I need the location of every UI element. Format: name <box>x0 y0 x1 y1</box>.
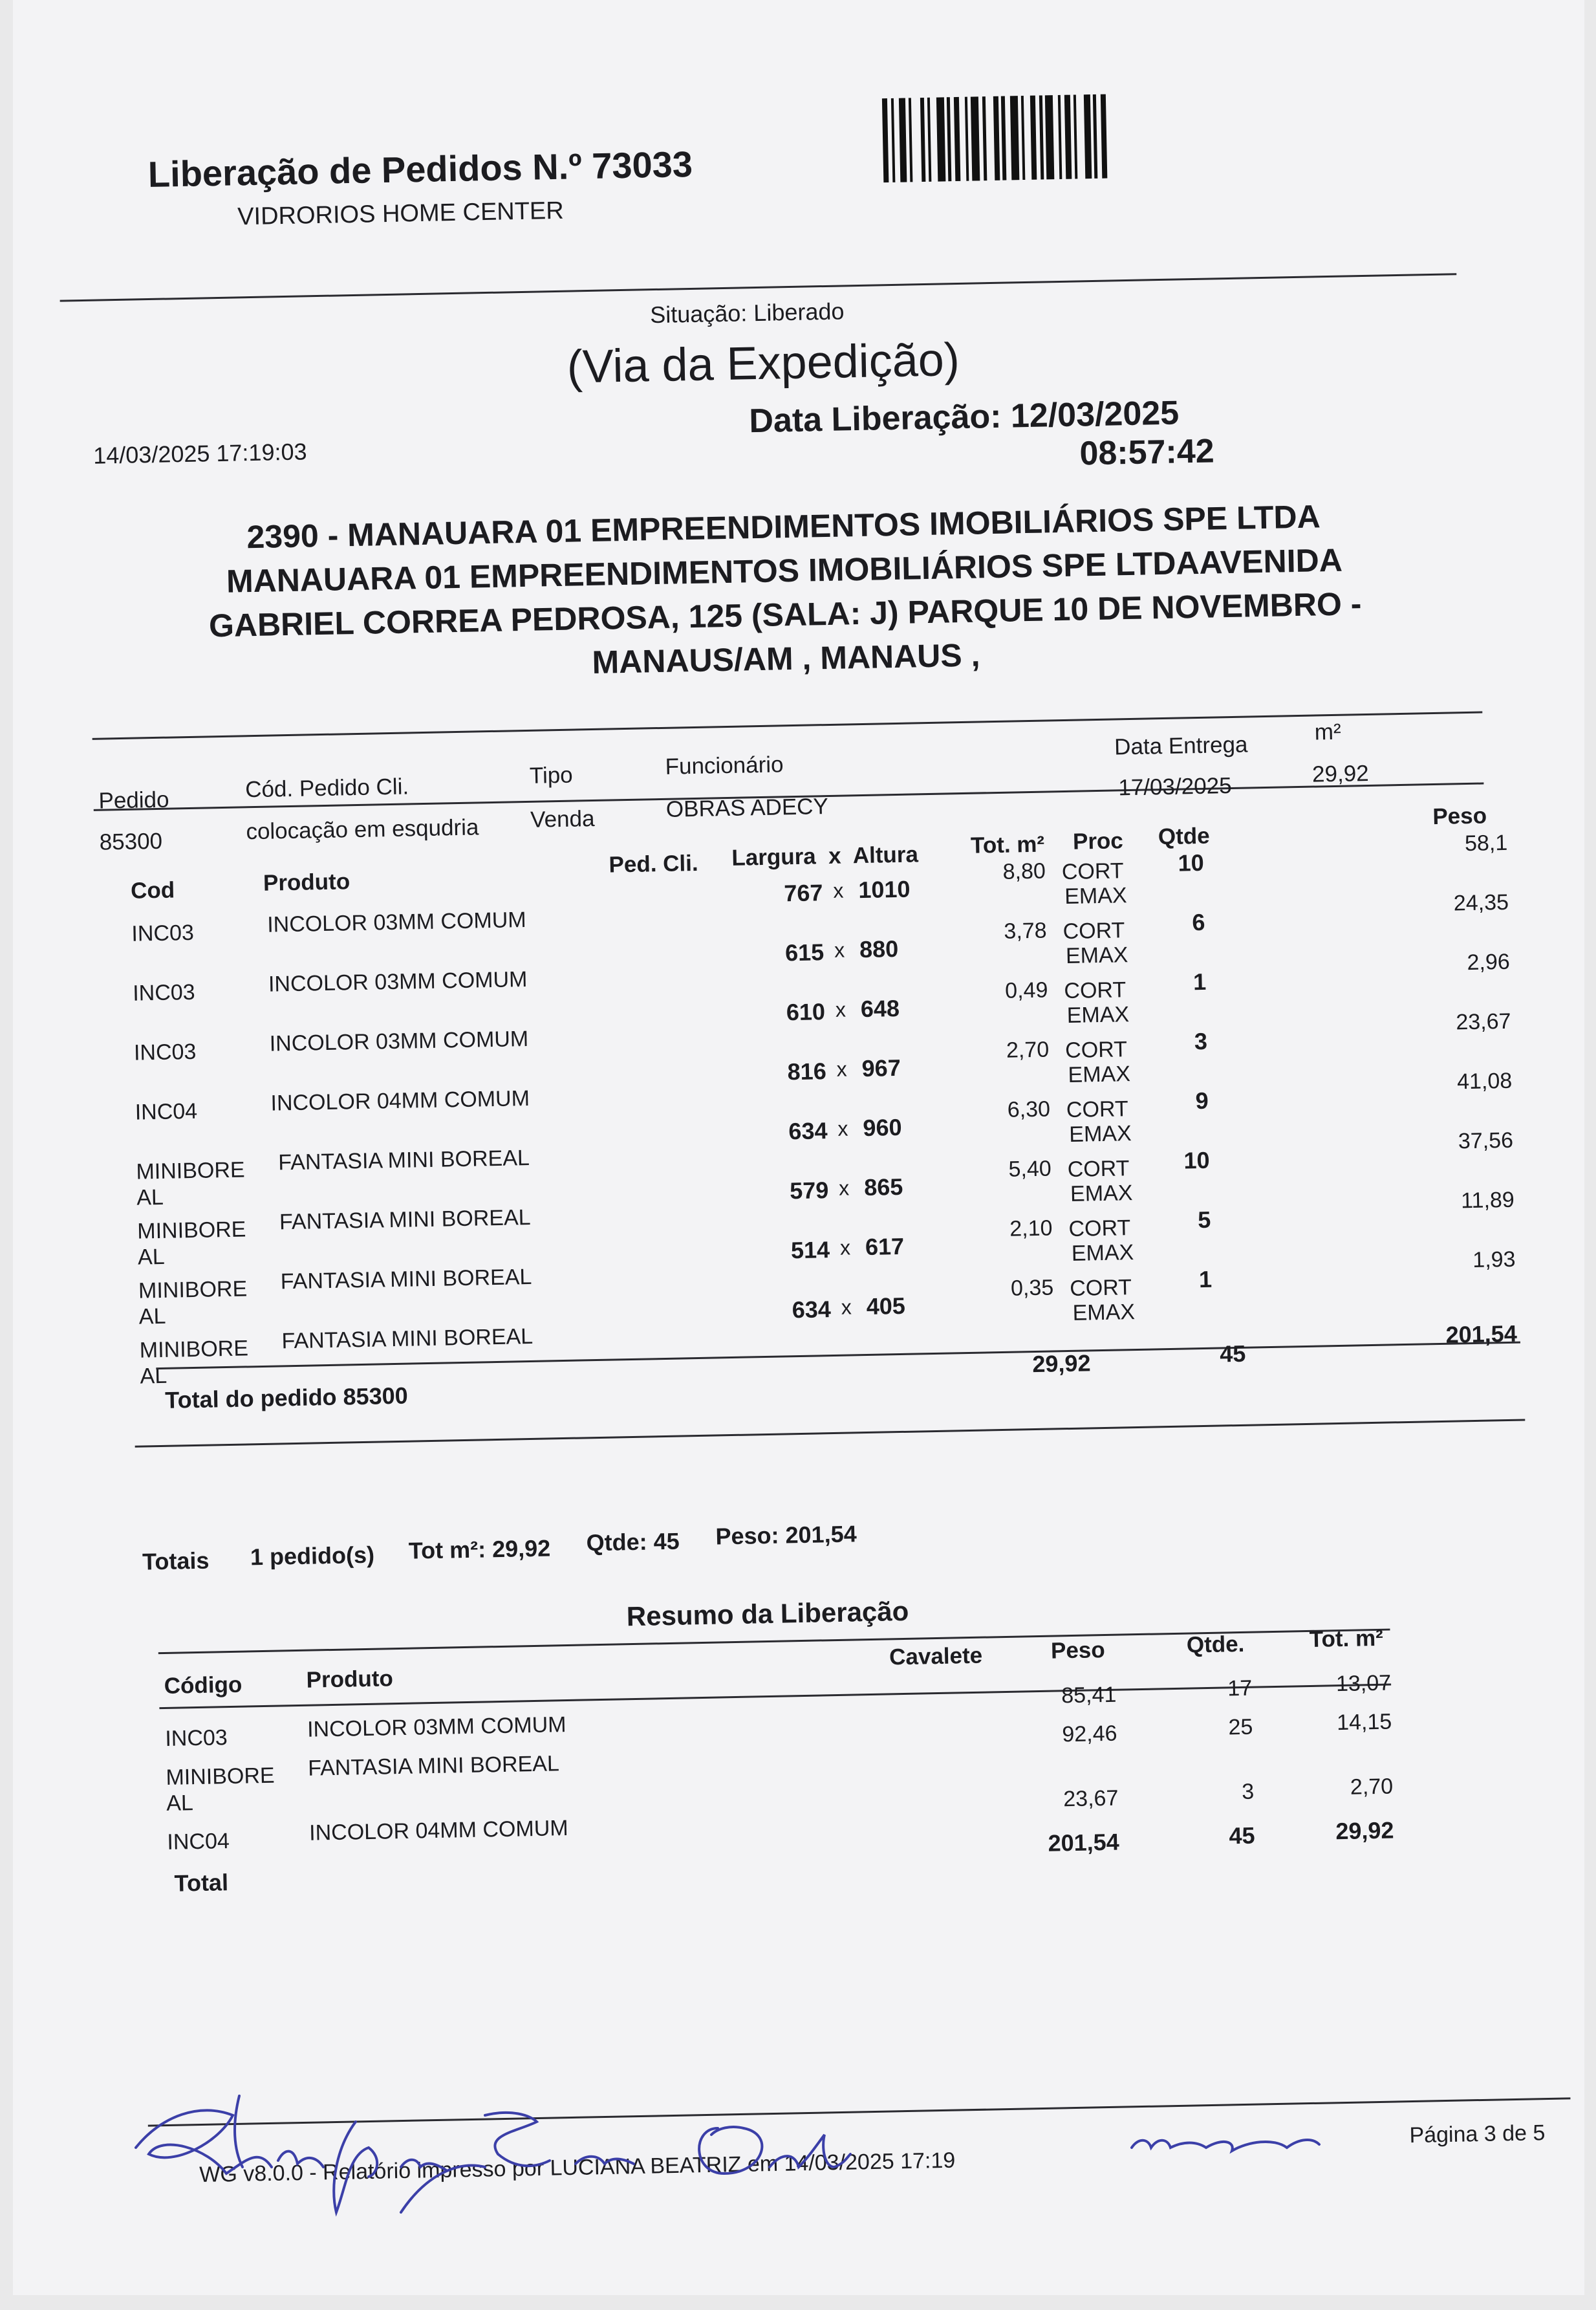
value-tipo: Venda <box>530 805 595 833</box>
resumo-col-peso: Peso <box>1050 1637 1106 1664</box>
item-qtde: 1 <box>1192 968 1207 996</box>
resumo-peso: 23,67 <box>1062 1785 1119 1812</box>
resumo-produto: FANTASIA MINI BOREAL <box>307 1751 560 1781</box>
item-largura: 615 <box>784 939 825 966</box>
resumo-qtde: 3 <box>1241 1779 1255 1805</box>
resumo-codigo: INC04 <box>167 1829 230 1855</box>
item-largura: 634 <box>792 1296 832 1324</box>
item-altura: 967 <box>861 1054 901 1082</box>
items-total-label: Total do pedido 85300 <box>164 1382 409 1413</box>
label-tipo: Tipo <box>529 762 574 789</box>
resumo-col-tot-m2: Tot. m² <box>1309 1625 1384 1652</box>
resumo-codigo: INC03 <box>165 1725 228 1751</box>
footer-printed-by: WG v8.0.0 - Relatório impresso por LUCIANA BEATRIZ em 14/03/2025 17:19 <box>199 2148 956 2188</box>
resumo-tot-m2: 13,07 <box>1335 1670 1392 1697</box>
resumo-total-m2: 29,92 <box>1335 1816 1394 1845</box>
barcode <box>882 94 1129 182</box>
item-proc: CORT <box>1067 1156 1130 1182</box>
item-produto: FANTASIA MINI BOREAL <box>281 1324 534 1354</box>
resumo-total-qtde: 45 <box>1229 1822 1255 1849</box>
item-cod: INC03 <box>131 920 195 946</box>
data-liberacao: Data Liberação: 12/03/2025 <box>748 394 1180 441</box>
item-proc-sub: EMAX <box>1070 1181 1133 1206</box>
item-proc: CORT <box>1066 1096 1129 1123</box>
item-peso: 1,93 <box>1472 1247 1516 1272</box>
resumo-tot-m2: 14,15 <box>1336 1709 1392 1736</box>
item-proc: CORT <box>1064 977 1127 1004</box>
col-ped-cli: Ped. Cli. <box>609 850 699 878</box>
item-proc: CORT <box>1069 1275 1132 1301</box>
label-cod-pedido-cli: Cód. Pedido Cli. <box>244 774 409 803</box>
items-total-qtde: 45 <box>1219 1340 1246 1367</box>
client-block <box>59 491 1511 695</box>
item-x: x <box>841 1295 852 1319</box>
item-peso: 2,96 <box>1467 949 1511 975</box>
item-cod-suffix: AL <box>140 1363 167 1389</box>
item-qtde: 3 <box>1194 1027 1208 1055</box>
items-total-m2: 29,92 <box>1032 1349 1091 1378</box>
item-produto: INCOLOR 03MM COMUM <box>269 1026 529 1056</box>
item-peso: 23,67 <box>1456 1008 1511 1035</box>
totais-pedidos: 1 pedido(s) <box>250 1541 375 1571</box>
item-produto: INCOLOR 03MM COMUM <box>268 966 528 997</box>
totais-label: Totais <box>142 1547 210 1575</box>
resumo-produto: INCOLOR 03MM COMUM <box>307 1712 566 1742</box>
label-funcionario: Funcionário <box>665 752 784 779</box>
item-x: x <box>835 997 847 1021</box>
item-proc-sub: EMAX <box>1064 883 1127 910</box>
totais-peso: Peso: 201,54 <box>715 1520 857 1550</box>
item-tot-m2: 0,35 <box>1010 1275 1054 1301</box>
item-x: x <box>838 1176 850 1200</box>
item-tot-m2: 3,78 <box>1004 918 1047 944</box>
value-funcionario: OBRAS ADECY <box>665 794 829 822</box>
item-altura: 617 <box>865 1232 905 1261</box>
item-produto: FANTASIA MINI BOREAL <box>277 1145 530 1175</box>
item-altura: 1010 <box>857 875 911 904</box>
item-proc-sub: EMAX <box>1072 1300 1136 1325</box>
resumo-col-cavalete: Cavalete <box>889 1642 983 1670</box>
resumo-codigo-suffix: AL <box>166 1791 194 1816</box>
header-divider <box>60 273 1457 301</box>
item-cod: MINIBORE <box>136 1157 245 1184</box>
item-tot-m2: 5,40 <box>1008 1156 1052 1182</box>
footer-page: Página 3 de 5 <box>1409 2120 1546 2148</box>
item-proc-sub: EMAX <box>1068 1121 1132 1147</box>
item-proc: CORT <box>1068 1215 1131 1241</box>
item-qtde: 10 <box>1183 1146 1210 1174</box>
value-pedido: 85300 <box>99 828 163 855</box>
col-cod: Cod <box>130 877 175 904</box>
item-qtde: 5 <box>1197 1206 1211 1234</box>
document-title: Liberação de Pedidos N.º 73033 <box>147 143 693 195</box>
item-cod-suffix: AL <box>137 1244 166 1270</box>
client-line-3: GABRIEL CORREA PEDROSA, 125 (SALA: J) PARQUE 10 DE NOVEMBRO - <box>208 585 1362 644</box>
item-proc: CORT <box>1061 858 1124 885</box>
col-largura-altura: Largura x Altura <box>731 842 919 871</box>
label-m2: m² <box>1314 719 1342 745</box>
item-qtde: 6 <box>1192 908 1205 936</box>
item-peso: 37,56 <box>1458 1128 1514 1154</box>
item-peso: 24,35 <box>1453 889 1509 916</box>
item-cod: MINIBORE <box>139 1336 249 1363</box>
item-x: x <box>834 938 845 962</box>
item-tot-m2: 2,10 <box>1009 1215 1053 1241</box>
item-qtde: 1 <box>1198 1265 1213 1293</box>
client-line-1: 2390 - MANAUARA 01 EMPREENDIMENTOS IMOBILIÁRIOS SPE LTDA <box>246 498 1321 556</box>
item-altura: 865 <box>863 1173 903 1201</box>
item-x: x <box>837 1117 848 1140</box>
value-cod-pedido-cli: colocação em esqudria <box>246 814 479 845</box>
item-produto: FANTASIA MINI BOREAL <box>279 1204 531 1235</box>
item-largura: 514 <box>790 1236 830 1264</box>
resumo-total-label: Total <box>174 1869 229 1897</box>
resumo-codigo: MINIBORE <box>166 1763 275 1790</box>
print-datetime: 14/03/2025 17:19:03 <box>92 438 307 469</box>
col-qtde: Qtde <box>1158 823 1210 850</box>
item-proc-sub: EMAX <box>1065 943 1128 968</box>
col-proc: Proc <box>1072 828 1124 855</box>
col-produto: Produto <box>263 869 350 896</box>
situacao-status: Situação: Liberado <box>649 298 845 329</box>
resumo-tot-m2: 2,70 <box>1350 1774 1394 1800</box>
item-altura: 648 <box>860 994 900 1023</box>
company-name: VIDRORIOS HOME CENTER <box>237 197 565 231</box>
item-tot-m2: 6,30 <box>1007 1096 1051 1122</box>
item-qtde: 10 <box>1178 849 1205 877</box>
item-tot-m2: 2,70 <box>1006 1037 1050 1063</box>
item-cod-suffix: AL <box>138 1303 166 1329</box>
item-largura: 634 <box>788 1117 828 1145</box>
item-produto: FANTASIA MINI BOREAL <box>280 1264 532 1294</box>
item-altura: 880 <box>859 935 899 963</box>
item-peso: 11,89 <box>1460 1187 1515 1214</box>
resumo-qtde: 25 <box>1228 1714 1253 1740</box>
label-pedido: Pedido <box>98 787 169 814</box>
item-produto: INCOLOR 03MM COMUM <box>266 908 526 937</box>
item-peso: 58,1 <box>1464 830 1508 856</box>
item-altura: 405 <box>866 1292 906 1320</box>
resumo-produto: INCOLOR 04MM COMUM <box>308 1816 568 1846</box>
resumo-col-codigo: Código <box>164 1672 243 1699</box>
item-x: x <box>839 1236 851 1259</box>
item-cod: MINIBORE <box>138 1276 248 1303</box>
items-total-peso: 201,54 <box>1445 1320 1518 1348</box>
item-cod: INC03 <box>133 1039 197 1065</box>
item-proc: CORT <box>1062 918 1125 944</box>
resumo-col-produto: Produto <box>306 1666 394 1693</box>
item-peso: 41,08 <box>1456 1068 1513 1095</box>
item-largura: 767 <box>783 879 823 907</box>
item-cod: INC04 <box>135 1098 198 1125</box>
resumo-total-peso: 201,54 <box>1048 1828 1120 1857</box>
resumo-qtde: 17 <box>1227 1675 1253 1701</box>
via-label: (Via da Expedição) <box>566 333 960 393</box>
item-produto: INCOLOR 04MM COMUM <box>270 1085 530 1116</box>
resumo-title: Resumo da Liberação <box>626 1595 909 1632</box>
col-peso: Peso <box>1432 803 1487 830</box>
item-proc-sub: EMAX <box>1066 1002 1130 1028</box>
item-proc: CORT <box>1064 1037 1128 1063</box>
value-data-entrega: 17/03/2025 <box>1118 773 1232 801</box>
totais-qtde: Qtde: 45 <box>586 1527 680 1556</box>
handwritten-signature <box>123 2018 1416 2225</box>
item-largura: 610 <box>786 998 826 1026</box>
resumo-peso: 92,46 <box>1062 1721 1117 1747</box>
item-x: x <box>833 878 844 902</box>
item-largura: 816 <box>787 1058 827 1085</box>
item-altura: 960 <box>863 1113 902 1142</box>
value-m2: 29,92 <box>1311 760 1370 787</box>
order-divider-top <box>92 712 1483 740</box>
item-tot-m2: 8,80 <box>1002 858 1046 884</box>
col-tot-m2: Tot. m² <box>970 831 1045 858</box>
item-proc-sub: EMAX <box>1071 1240 1134 1266</box>
label-data-entrega: Data Entrega <box>1114 732 1248 760</box>
item-cod: INC03 <box>132 979 195 1006</box>
item-tot-m2: 0,49 <box>1004 977 1048 1003</box>
client-line-2: MANAUARA 01 EMPREENDIMENTOS IMOBILIÁRIOS SPE LTDAAVENIDA <box>226 541 1343 600</box>
hora-liberacao: 08:57:42 <box>1079 432 1215 473</box>
item-largura: 579 <box>789 1177 829 1204</box>
item-cod-suffix: AL <box>136 1184 164 1210</box>
resumo-peso: 85,41 <box>1061 1682 1117 1708</box>
item-x: x <box>836 1057 848 1081</box>
item-qtde: 9 <box>1195 1087 1209 1115</box>
resumo-col-qtde: Qtde. <box>1186 1631 1245 1658</box>
item-proc-sub: EMAX <box>1068 1062 1131 1087</box>
totals-divider <box>135 1419 1526 1447</box>
item-cod: MINIBORE <box>136 1217 246 1244</box>
totais-m2: Tot m²: 29,92 <box>408 1534 551 1564</box>
client-line-4: MANAUS/AM , MANAUS , <box>592 637 980 681</box>
